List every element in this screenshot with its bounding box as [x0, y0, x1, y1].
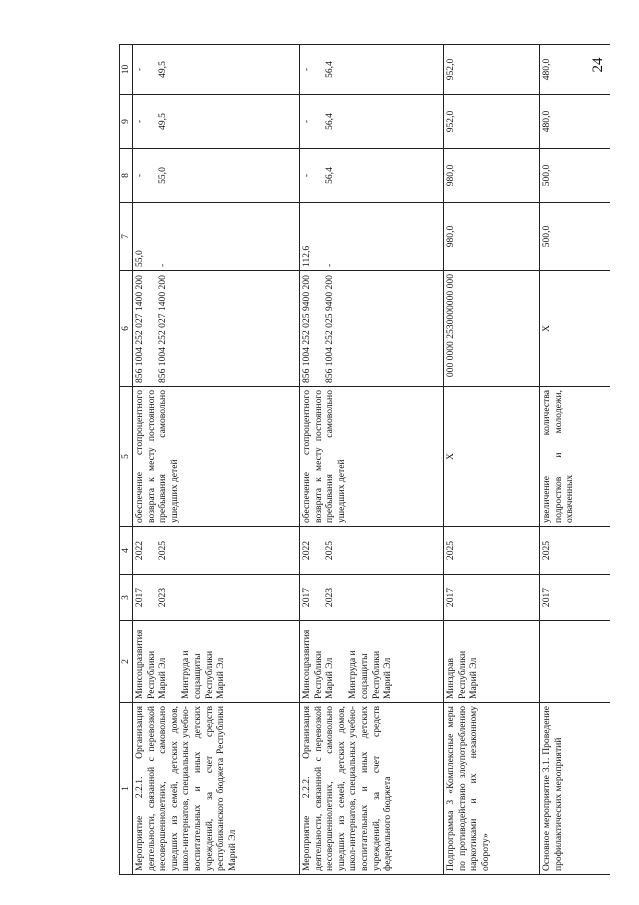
header-cell: 10 [120, 45, 133, 95]
rotated-table-container [119, 45, 624, 875]
header-row [120, 45, 133, 875]
start-year: 2017 2023 [133, 575, 300, 621]
header-cell: 6 [120, 271, 133, 387]
header-cell: 7 [120, 203, 133, 271]
budget-code: 856 1004 252 027 1400 200 856 1004 252 027 1400 200 [133, 271, 300, 387]
funding-col-10: 480,0 [540, 45, 610, 95]
funding-col-8: - 56,4 [300, 149, 444, 203]
table-row [300, 45, 444, 875]
activity-name: Подпрограмма 3 «Комплексные меры по противодействию злоупотреблению наркотиками и их незаконному обороту» [444, 703, 540, 875]
funding-col-9: - 49,5 [133, 95, 300, 149]
end-year: 2025 [540, 527, 610, 575]
funding-col-10: - 56,4 [300, 45, 444, 95]
expected-result: обеспечение стопроцентного возврата к месту постоянного пребывания самовольно ушедших детей [300, 387, 444, 527]
page-number: 24 [590, 57, 606, 73]
executors: Минсоцразвития Республики Марий Эл Минтруда и соцзащиты Республики Марий Эл [133, 621, 300, 703]
start-year: 2017 [444, 575, 540, 621]
header-cell: 4 [120, 527, 133, 575]
budget-code: 856 1004 252 025 9400 200 856 1004 252 025 9400 200 [300, 271, 444, 387]
activity-name: Мероприятие 2.2.1. Организация деятельности, связанной с перевозкой несовершеннолетних, самовольно ушедших из семей, детских домов, школ-интернатов, специальных учебно-воспитательных и иных детских учреждений, за счет средств республиканского бюджета Республики Марий Эл [133, 703, 300, 875]
activity-name: Мероприятие 2.2.2. Организация деятельности, связанной с перевозкой несовершеннолетних, самовольно ушедших из семей, детских домов, школ-интернатов, специальных учебно-воспитательных и иных детских учреждений, за счет средств федерального бюджета [300, 703, 444, 875]
funding-col-9: 480,0 [540, 95, 610, 149]
budget-code: X [540, 271, 610, 387]
funding-col-7: 500,0 [540, 203, 610, 271]
expected-result: увеличение количества подростков и молодежи, охваченных [540, 387, 610, 527]
header-cell: 2 [120, 621, 133, 703]
funding-col-8: - 55,0 [133, 149, 300, 203]
funding-col-8: 980,0 [444, 149, 540, 203]
table-row [133, 45, 300, 875]
funding-col-7: 112,6 - [300, 203, 444, 271]
funding-col-7: 55,0 - [133, 203, 300, 271]
executors: Минздрав Республики Марий Эл [444, 621, 540, 703]
activity-name: Основное мероприятие 3.1. Проведение профилактических мероприятий [540, 703, 610, 875]
end-year: 2025 [444, 527, 540, 575]
start-year: 2017 2023 [300, 575, 444, 621]
funding-col-9: - 56,4 [300, 95, 444, 149]
expected-result: X [444, 387, 540, 527]
header-cell: 8 [120, 149, 133, 203]
end-year: 2022 2025 [133, 527, 300, 575]
funding-col-10: 952,0 [444, 45, 540, 95]
end-year: 2022 2025 [300, 527, 444, 575]
table-row [540, 45, 610, 875]
header-cell: 3 [120, 575, 133, 621]
executors: Минсоцразвития Республики Марий Эл Минтруда и соцзащиты Республики Марий Эл [300, 621, 444, 703]
funding-col-8: 500,0 [540, 149, 610, 203]
program-table [119, 44, 610, 875]
header-cell: 1 [120, 703, 133, 875]
funding-col-9: 952,0 [444, 95, 540, 149]
funding-col-7: 980,0 [444, 203, 540, 271]
header-cell: 9 [120, 95, 133, 149]
budget-code: 000 0000 2530000000 000 [444, 271, 540, 387]
start-year: 2017 [540, 575, 610, 621]
expected-result: обеспечение стопроцентного возврата к месту постоянного пребывания самовольно ушедших детей [133, 387, 300, 527]
executors [540, 621, 610, 703]
header-cell: 5 [120, 387, 133, 527]
table-row [444, 45, 540, 875]
funding-col-10: - 49,5 [133, 45, 300, 95]
